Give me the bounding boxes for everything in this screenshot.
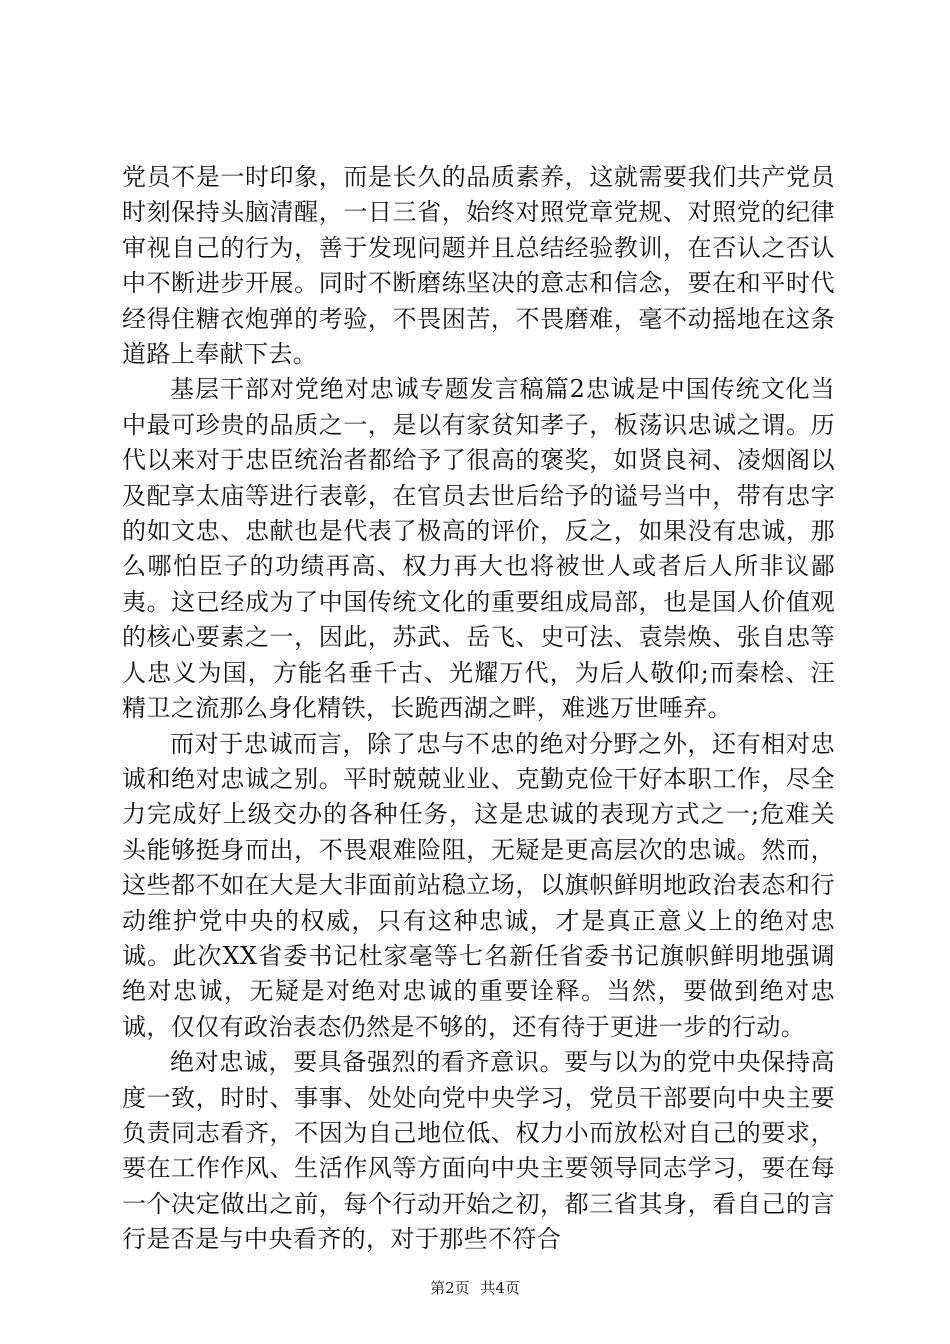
page-footer: [0, 1278, 950, 1298]
paragraph-3: 而对于忠诚而言，除了忠与不忠的绝对分野之外，还有相对忠诚和绝对忠诚之别。平时兢兢业业、克勤克俭干好本职工作，尽全力完成好上级交办的各种任务，这是忠诚的表现方式之一;危难关头能够挺身而出，不畏艰难险阻，无疑是更高层次的忠诚。然而，这些都不如在大是大非面前站稳立场，以旗帜鲜明地政治表态和行动维护党中央的权威，只有这种忠诚，才是真正意义上的绝对忠诚。此次XX省委书记杜家毫等七名新任省委书记旗帜鲜明地强调绝对忠诚，无疑是对绝对忠诚的重要诠释。当然，要做到绝对忠诚，仅仅有政治表态仍然是不够的，还有待于更进一步的行动。: [122, 729, 835, 1041]
page-number: 第2页: [430, 1279, 470, 1297]
paragraph-1: 党员不是一时印象，而是长久的品质素养，这就需要我们共产党员时刻保持头脑清醒，一日三省，始终对照党章党规、对照党的纪律审视自己的行为，善于发现问题并且总结经验教训，在否认之否认中不断进步开展。同时不断磨练坚决的意志和信念，要在和平时代经得住糖衣炮弹的考验，不畏困苦，不畏磨难，毫不动摇地在这条道路上奉献下去。: [122, 163, 835, 369]
paragraph-2: 基层干部对党绝对忠诚专题发言稿篇2忠诚是中国传统文化当中最可珍贵的品质之一，是以有家贫知孝子，板荡识忠诚之谓。历代以来对于忠臣统治者都给予了很高的褒奖，如贤良祠、凌烟阁以及配享太庙等进行表彰，在官员去世后给予的谥号当中，带有忠字的如文忠、忠献也是代表了极高的评价，反之，如果没有忠诚，那么哪怕臣子的功绩再高、权力再大也将被世人或者后人所非议鄙夷。这已经成为了中国传统文化的重要组成局部，也是国人价值观的核心要素之一，因此，苏武、岳飞、史可法、袁崇焕、张自忠等人忠义为国，方能名垂千古、光耀万代，为后人敬仰;而秦桧、汪精卫之流那么身化精铁，长跪西湖之畔，难逃万世唾弃。: [122, 375, 835, 723]
page-total: 共4页: [480, 1279, 520, 1297]
document-body: [122, 160, 835, 1258]
paragraph-4: 绝对忠诚，要具备强烈的看齐意识。要与以为的党中央保持高度一致，时时、事事、处处向党中央学习，党员干部要向中央主要负责同志看齐，不因为自己地位低、权力小而放松对自己的要求，要在工作作风、生活作风等方面向中央主要领导同志学习，要在每一个决定做出之前，每个行动开始之初，都三省其身，看自己的言行是否是与中央看齐的，对于那些不符合: [122, 1048, 835, 1254]
